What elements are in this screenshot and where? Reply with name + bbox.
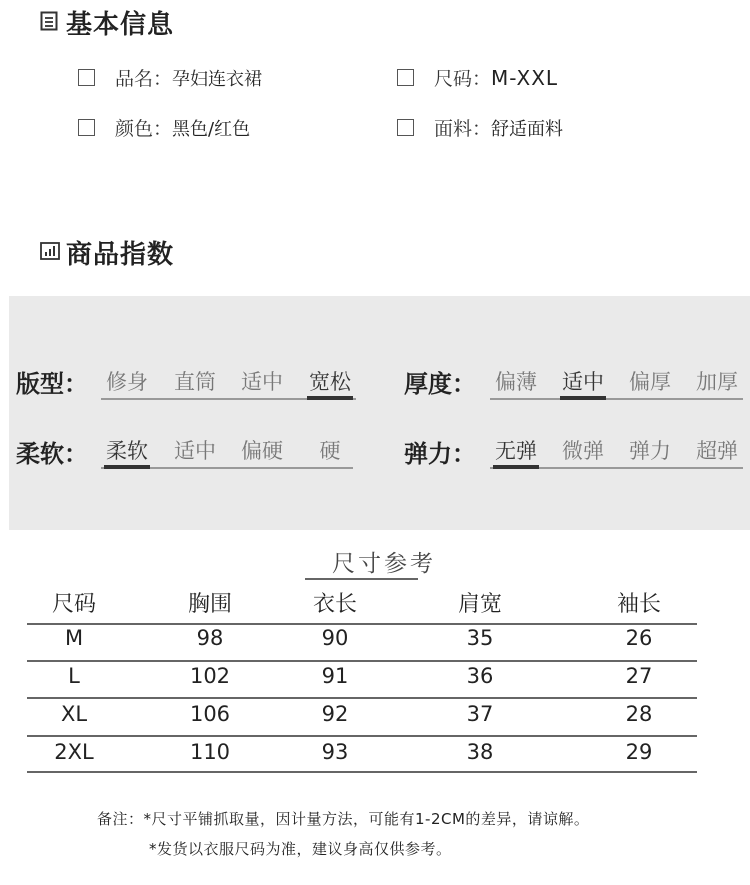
- table-cell: 92: [321, 702, 349, 726]
- table-cell: 37: [466, 702, 494, 726]
- info-value: 孕妇连衣裙: [172, 68, 263, 90]
- table-cell: 26: [625, 626, 653, 650]
- table-cell: 90: [321, 626, 349, 650]
- table-cell: 28: [625, 702, 653, 726]
- document-icon: [40, 11, 58, 35]
- size-table-header: 袖长: [616, 592, 661, 617]
- table-cell: 36: [466, 664, 494, 688]
- table-divider: [27, 771, 697, 773]
- index-option: 偏薄: [495, 370, 537, 394]
- selected-marker: [560, 396, 606, 400]
- index-option: 宽松: [309, 370, 351, 394]
- checkbox-icon: [78, 69, 95, 86]
- index-option: 适中: [174, 439, 216, 463]
- basic-info-heading: [40, 4, 174, 41]
- table-cell: 27: [625, 664, 653, 688]
- checkbox-icon: [78, 119, 95, 136]
- info-value: 黑色/红色: [172, 118, 251, 140]
- note-line-2: *发货以衣服尺码为准，建议身高仅供参考。: [149, 840, 452, 858]
- size-table-header: 衣长: [312, 592, 357, 617]
- info-label: 尺码：: [434, 68, 492, 90]
- info-label: 品名：: [115, 68, 173, 90]
- info-value: M-XXL: [491, 65, 559, 90]
- basic-info-title: 基本信息: [66, 10, 175, 40]
- index-option: 柔软: [106, 439, 148, 463]
- size-table-header: 胸围: [187, 592, 232, 617]
- index-option: 无弹: [495, 439, 537, 463]
- table-cell: 98: [196, 626, 224, 650]
- selected-marker: [493, 465, 539, 469]
- index-option: 硬: [319, 439, 341, 463]
- table-cell: XL: [60, 702, 88, 726]
- index-option: 适中: [241, 370, 283, 394]
- info-item-color: [78, 114, 250, 141]
- info-item-fabric: [397, 114, 563, 141]
- table-divider: [27, 660, 697, 662]
- checkbox-icon: [397, 69, 414, 86]
- table-cell: L: [68, 664, 80, 688]
- index-option: 适中: [562, 370, 604, 394]
- info-label: 面料：: [434, 118, 492, 140]
- index-label-thickness: 厚度：: [404, 370, 476, 398]
- table-cell: 91: [321, 664, 349, 688]
- index-label-elasticity: 弹力：: [404, 440, 476, 468]
- table-cell: 29: [625, 740, 653, 764]
- table-cell: 35: [466, 626, 494, 650]
- index-scale-line: [490, 398, 743, 400]
- index-option: 直筒: [174, 370, 216, 394]
- bar-chart-icon: [40, 242, 60, 264]
- index-label-softness: 柔软：: [16, 440, 88, 468]
- note-line-1: 备注：*尺寸平铺抓取量，因计量方法，可能有1-2CM的差异，请谅解。: [97, 810, 590, 828]
- index-heading: [40, 234, 174, 271]
- info-item-size: [397, 64, 558, 91]
- index-option: 偏硬: [241, 439, 283, 463]
- table-cell: 38: [466, 740, 494, 764]
- title-underline: [305, 578, 418, 580]
- index-label-fit: 版型：: [16, 370, 88, 398]
- index-option: 加厚: [696, 370, 738, 394]
- checkbox-icon: [397, 119, 414, 136]
- index-title: 商品指数: [66, 240, 175, 270]
- table-divider: [27, 697, 697, 699]
- index-option: 修身: [106, 370, 148, 394]
- info-label: 颜色：: [115, 118, 173, 140]
- index-option: 微弹: [562, 439, 604, 463]
- size-reference-title: 尺寸参考: [332, 551, 436, 577]
- table-cell: 2XL: [54, 740, 94, 764]
- table-cell: 106: [189, 702, 231, 726]
- table-divider: [27, 735, 697, 737]
- info-item-name: [78, 64, 262, 91]
- size-table-header: 肩宽: [457, 592, 502, 617]
- size-table-header: 尺码: [51, 592, 96, 617]
- selected-marker: [104, 465, 150, 469]
- table-cell: M: [64, 626, 84, 650]
- table-cell: 93: [321, 740, 349, 764]
- info-value: 舒适面料: [491, 118, 564, 140]
- index-option: 超弹: [696, 439, 738, 463]
- table-cell: 102: [189, 664, 231, 688]
- table-divider: [27, 623, 697, 625]
- table-cell: 110: [189, 740, 231, 764]
- index-panel: [9, 296, 750, 530]
- selected-marker: [307, 396, 353, 400]
- index-option: 偏厚: [629, 370, 671, 394]
- index-option: 弹力: [629, 439, 671, 463]
